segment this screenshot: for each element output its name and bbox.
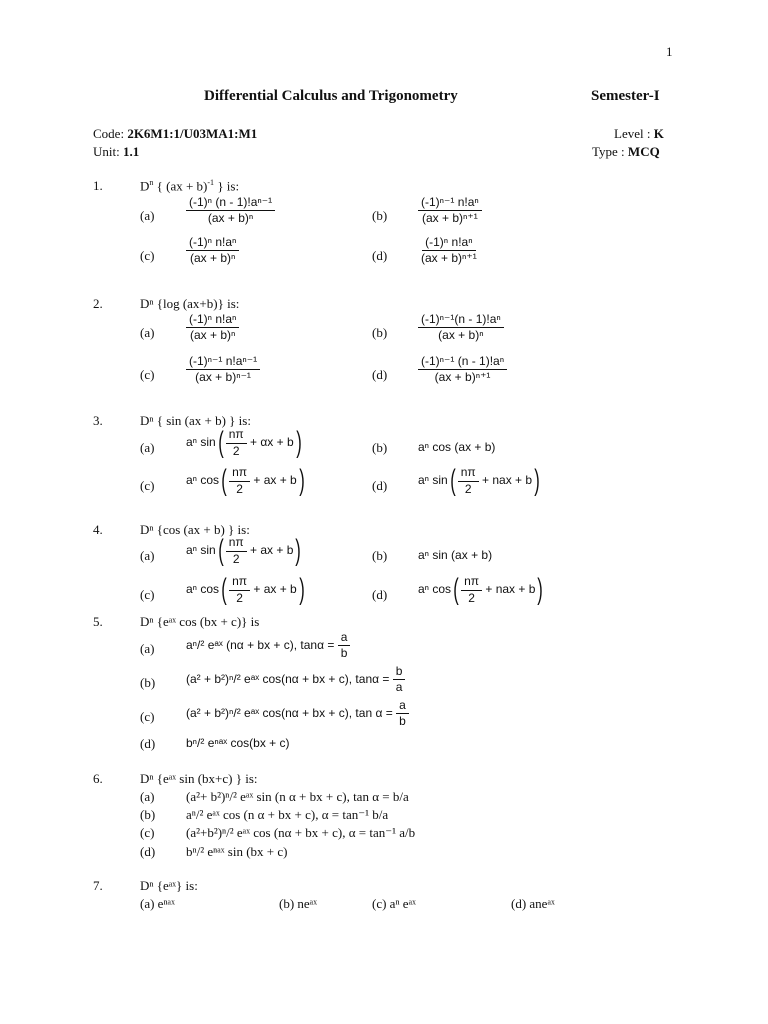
option-d: (d) aneᵃˣ	[511, 896, 555, 911]
code-value: 2K6M1:1/U03MA1:M1	[127, 126, 258, 141]
level-value: K	[653, 126, 664, 141]
option-a: $\frac{\text{(-1)ⁿ (n - 1)!aⁿ⁻¹}}{\text{(ax + b)ⁿ}}$	[186, 196, 275, 225]
option-label: (b)	[140, 675, 156, 690]
option-a: aⁿ sin( $\frac{n\pi}{2}$ + αx + b)	[186, 426, 302, 459]
option-label: (b)	[372, 440, 388, 455]
option-c: (a²+b²)ⁿ/² eᵃˣ cos (nα + bx + c), α = tan⁻¹ a/b	[186, 825, 416, 840]
question-stem: Dⁿ {log (ax+b)} is:	[140, 296, 240, 311]
option-b: aⁿ sin (ax + b)	[418, 548, 493, 562]
option-c: (c) aⁿ eᵃˣ	[372, 896, 416, 911]
question-number: 3.	[93, 413, 103, 428]
option-a: (a) eⁿᵃˣ	[140, 896, 175, 911]
question-stem: Dⁿ {eᵃˣ sin (bx+c) } is:	[140, 771, 258, 786]
option-label: (d)	[372, 367, 388, 382]
question-number: 2.	[93, 296, 103, 311]
option-a: $\frac{\text{(-1)ⁿ n!aⁿ}}{\text{(ax + b)ⁿ}}$	[186, 313, 239, 342]
option-a: (a²+ b²)ⁿ/² eᵃˣ sin (n α + bx + c), tan α = b/a	[186, 789, 409, 804]
option-c: (a² + b²)ⁿ/² eᵃˣ cos(nα + bx + c), tan α = $\frac{a}{b}$	[186, 699, 409, 728]
question-number: 1.	[93, 178, 103, 193]
option-c: $\frac{\text{(-1)ⁿ n!aⁿ}}{\text{(ax + b)ⁿ}}$	[186, 236, 239, 265]
question-stem: Dⁿ {eᵃˣ} is:	[140, 878, 198, 893]
type-label: Type :	[592, 144, 628, 159]
option-label: (c)	[140, 825, 155, 840]
option-label: (b)	[140, 807, 156, 822]
type-line	[592, 144, 660, 160]
semester-label: Semester-I	[591, 88, 660, 104]
question-number: 4.	[93, 522, 103, 537]
option-b: $\frac{\text{(-1)ⁿ⁻¹ n!aⁿ}}{\text{(ax + b)ⁿ⁺¹}}$	[418, 196, 482, 225]
option-label: (c)	[140, 248, 155, 263]
option-b: aⁿ/² eᵃˣ cos (n α + bx + c), α = tan⁻¹ b/a	[186, 807, 389, 822]
option-label: (b)	[372, 548, 388, 563]
option-d: aⁿ cos( $\frac{n\pi}{2}$ + nax + b)	[418, 573, 544, 606]
question-stem: Dⁿ {cos (ax + b) } is:	[140, 522, 250, 537]
level-line	[614, 126, 664, 142]
option-label: (d)	[372, 478, 388, 493]
option-label: (c)	[140, 367, 155, 382]
option-label: (c)	[140, 709, 155, 724]
option-b: (b) neᵃˣ	[279, 896, 317, 911]
page-number: 1	[666, 44, 673, 59]
question-number: 5.	[93, 614, 103, 629]
option-label: (c)	[140, 587, 155, 602]
option-label: (b)	[372, 325, 388, 340]
option-label: (d)	[140, 844, 156, 859]
question-stem: Dⁿ { sin (ax + b) } is:	[140, 413, 251, 428]
option-c: aⁿ cos( $\frac{n\pi}{2}$ + ax + b)	[186, 573, 305, 606]
option-b: $\frac{\text{(-1)ⁿ⁻¹(n - 1)!aⁿ}}{\text{(ax + b)ⁿ}}$	[418, 313, 504, 342]
option-d: aⁿ sin( $\frac{n\pi}{2}$ + nax + b)	[418, 464, 540, 497]
option-label: (a)	[140, 440, 155, 455]
unit-line	[93, 144, 139, 160]
level-label: Level :	[614, 126, 654, 141]
question-number: 6.	[93, 771, 103, 786]
question-number: 7.	[93, 878, 103, 893]
option-d: $\frac{\text{(-1)ⁿ n!aⁿ}}{\text{(ax + b)ⁿ⁺¹}}$	[421, 235, 477, 266]
option-a: aⁿ/² eᵃˣ (nα + bx + c), tanα = $\frac{a}{b}$	[186, 631, 350, 660]
option-label: (a)	[140, 789, 155, 804]
unit-value: 1.1	[122, 144, 140, 159]
option-label: (d)	[140, 736, 156, 751]
option-label: (a)	[140, 325, 155, 340]
page-title: Differential Calculus and Trigonometry	[204, 88, 458, 104]
option-label: (a)	[140, 548, 155, 563]
question-stem: Dⁿ {eᵃˣ cos (bx + c)} is	[140, 614, 260, 629]
option-label: (d)	[372, 248, 388, 263]
option-d: $\frac{\text{(-1)ⁿ⁻¹ (n - 1)!aⁿ}}{\text{(ax + b)ⁿ⁺¹}}$	[418, 355, 507, 384]
option-label: (a)	[140, 208, 155, 223]
option-label: (a)	[140, 641, 155, 656]
option-label: (c)	[140, 478, 155, 493]
type-value: MCQ	[627, 144, 660, 159]
option-b: (a² + b²)ⁿ/² eᵃˣ cos(nα + bx + c), tanα = $\frac{b}{a}$	[186, 665, 405, 694]
code-label: Code:	[93, 126, 128, 141]
option-a: aⁿ sin( $\frac{n\pi}{2}$ + ax + b)	[186, 534, 302, 567]
option-c: aⁿ cos( $\frac{n\pi}{2}$ + ax + b)	[186, 464, 305, 497]
option-d: bⁿ/² eⁿᵃˣ sin (bx + c)	[186, 844, 288, 859]
code-line	[93, 126, 257, 142]
question-stem: $D^n$ { (ax + b)$^{-1}$ } is:	[140, 178, 240, 194]
option-d: bⁿ/² eⁿᵃˣ cos(bx + c)	[186, 736, 290, 750]
unit-label: Unit:	[93, 144, 123, 159]
option-c: $\frac{\text{(-1)ⁿ⁻¹ n!aⁿ⁻¹}}{\text{(ax + b)ⁿ⁻¹}}$	[186, 355, 260, 384]
option-label: (b)	[372, 208, 388, 223]
option-label: (d)	[372, 587, 388, 602]
option-b: aⁿ cos (ax + b)	[418, 440, 496, 454]
